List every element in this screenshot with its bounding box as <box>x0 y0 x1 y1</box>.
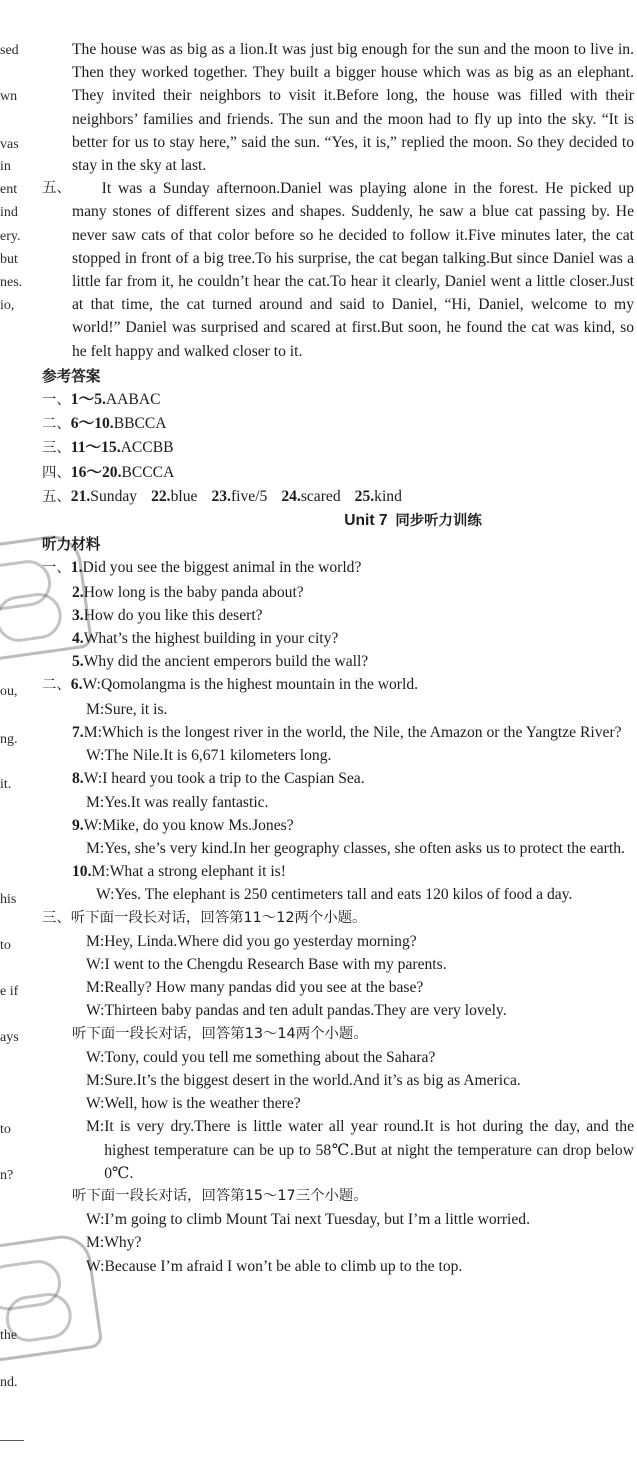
margin-fragment: ind <box>0 205 18 220</box>
dialog-row <box>42 1046 634 1069</box>
dialog-row <box>42 1092 634 1115</box>
part-prefix: 二、 <box>42 677 71 694</box>
margin-fragment: ery. <box>0 229 21 244</box>
dialog-row <box>42 860 634 883</box>
speaker-label: M: <box>86 793 105 811</box>
margin-fragment: to <box>0 1122 11 1137</box>
dialog-text: Really? How many pandas did you see at the base? <box>104 979 424 997</box>
margin-fragment: sed <box>0 43 19 58</box>
dialog-row <box>42 837 634 860</box>
question-text: Why did the ancient emperors build the wall? <box>83 653 369 671</box>
speaker-label: M: <box>86 1234 105 1252</box>
dialog-text: Yes. The elephant is 250 centimeters tall and eats 120 kilos of food a day. <box>114 886 573 904</box>
dialog-row <box>42 673 634 697</box>
dialog-row <box>42 930 634 953</box>
question-row <box>42 556 634 580</box>
dialog-row <box>42 883 634 906</box>
question-row <box>42 650 634 673</box>
question-number: 8. <box>72 770 84 788</box>
dialog-row <box>42 814 634 837</box>
speaker-label: W: <box>83 816 103 834</box>
speaker-label: W: <box>96 886 115 904</box>
dialog-row <box>42 976 634 999</box>
speaker-label: M: <box>83 723 102 741</box>
dialog-intro <box>42 1023 634 1046</box>
answer-line <box>42 461 634 485</box>
margin-fragment: the <box>0 1328 18 1343</box>
margin-fragment: ng. <box>0 732 18 747</box>
speaker-label: M: <box>86 839 105 857</box>
dialog-text: What a strong elephant it is! <box>109 863 286 881</box>
speaker-label: M: <box>86 979 105 997</box>
dialog-instruction: 听下面一段长对话，回答第11～12两个小题。 <box>70 909 367 926</box>
dialog-intro <box>42 1185 634 1208</box>
answer-line <box>42 412 634 436</box>
dialog-text: The Nile.It is 6,671 kilometers long. <box>104 747 332 765</box>
margin-fragment: ays <box>0 1030 19 1045</box>
margin-fragment: his <box>0 892 17 907</box>
question-row <box>42 604 634 627</box>
dialog-text: I heard you took a trip to the Caspian Sea. <box>102 770 365 788</box>
dialog-text: Well, how is the weather there? <box>104 1095 301 1113</box>
answer-value: five/5 <box>230 487 268 505</box>
margin-fragment: it. <box>0 777 12 792</box>
question-row <box>42 581 634 604</box>
speaker-label: W: <box>86 1048 105 1066</box>
dialog-row <box>42 1069 634 1092</box>
question-number: 9. <box>72 816 84 834</box>
dialog-row <box>42 698 634 721</box>
part-prefix: 一、 <box>42 560 71 577</box>
dialog-text: I went to the Chengdu Research Base with my parents. <box>104 955 447 973</box>
main-column <box>42 38 634 1278</box>
unit-subtitle: 同步听力训练 <box>395 513 482 530</box>
dialog-row <box>42 1208 634 1231</box>
question-row <box>42 627 634 650</box>
dialog-text: Qomolangma is the highest mountain in the world. <box>100 676 419 694</box>
dialog-text: Thirteen baby pandas and ten adult pandas.They are very lovely. <box>104 1002 507 1020</box>
answer-line-section-5 <box>42 485 634 509</box>
margin-fragment: nd. <box>0 1375 18 1390</box>
speaker-label: W: <box>86 1095 105 1113</box>
bottom-rule <box>0 1440 24 1441</box>
answer-range: 6～10. <box>70 415 114 433</box>
speaker-label: W: <box>83 770 103 788</box>
answer-value: scared <box>300 487 341 505</box>
listening-heading: 听力材料 <box>42 536 101 554</box>
question-number: 5. <box>72 653 84 671</box>
answer-num: 21. <box>70 487 91 505</box>
dialog-row <box>42 721 634 744</box>
dialog-row <box>42 953 634 976</box>
dialog-text: Why? <box>104 1234 142 1252</box>
dialog-row <box>42 744 634 767</box>
question-number: 7. <box>72 723 84 741</box>
section-number: 五、 <box>42 180 71 197</box>
answer-num: 24. <box>281 487 301 505</box>
margin-fragment: in <box>0 159 11 174</box>
section-5-passage <box>42 177 634 363</box>
dialog-text: Because I’m afraid I won’t be able to climb up to the top. <box>104 1257 463 1275</box>
answer-prefix: 一、 <box>42 392 71 409</box>
question-number: 4. <box>72 630 84 648</box>
answer-range: 1～5. <box>70 391 106 409</box>
answer-value: AABAC <box>105 391 161 409</box>
dialog-instruction: 听下面一段长对话，回答第13～14两个小题。 <box>72 1025 368 1042</box>
speaker-label: W: <box>86 747 105 765</box>
answer-value: BBCCA <box>113 415 167 433</box>
margin-fragment: io, <box>0 298 15 313</box>
answer-range: 11～15. <box>70 439 121 457</box>
question-number: 2. <box>72 583 84 601</box>
dialog-text: Sure.It’s the biggest desert in the world.And it’s as big as America. <box>104 1071 521 1089</box>
speaker-label: W: <box>82 676 101 694</box>
dialog-text: Sure, it is. <box>104 700 168 718</box>
dialog-row <box>42 1255 634 1278</box>
margin-fragment: nes. <box>0 275 23 290</box>
speaker-label: W: <box>86 1002 105 1020</box>
speaker-label: W: <box>86 1211 105 1229</box>
margin-fragment: to <box>0 938 11 953</box>
question-number: 6. <box>70 676 83 694</box>
dialog-text: Mike, do you know Ms.Jones? <box>102 816 294 834</box>
speaker-label: M: <box>86 1118 105 1136</box>
margin-fragment: wn <box>0 89 18 104</box>
answer-line <box>42 388 634 412</box>
dialog-row <box>42 1231 634 1254</box>
speaker-label: W: <box>86 955 105 973</box>
dialog-instruction: 听下面一段长对话，回答第15～17三个小题。 <box>72 1187 368 1204</box>
question-text: What’s the highest building in your city? <box>83 630 339 648</box>
section-5-text: It was a Sunday afternoon.Daniel was playing alone in the forest. He picked up many stones of different sizes and shapes. Suddenly, he saw a blue cat passing by. He never saw cats of that color before so he decided to follow it.Five minutes later, the cat stopped in front of a big tree.To his surprise, the cat began talking.But since Daniel was a little far from it, he couldn’t hear the cat.To hear it clearly, Daniel went a little closer.Just at that time, the cat turned around and said to Daniel, “Hi, Daniel, welcome to my world!” Daniel was surprised and scared at first.But soon, he found the cat was kind, so he felt happy and walked closer to it. <box>72 180 634 360</box>
speaker-label: M: <box>91 863 110 881</box>
speaker-label: M: <box>86 932 105 950</box>
answer-prefix: 四、 <box>42 464 71 481</box>
dialog-text: Tony, could you tell me something about the Sahara? <box>104 1048 436 1066</box>
dialog-text: I’m going to climb Mount Tai next Tuesday, but I’m a little worried. <box>104 1211 531 1229</box>
speaker-label: M: <box>86 1071 105 1089</box>
dialog-text: Which is the longest river in the world, the Nile, the Amazon or the Yangtze River? <box>101 723 622 741</box>
dialog-text: Hey, Linda.Where did you go yesterday morning? <box>104 932 417 950</box>
answers-heading: 参考答案 <box>42 367 101 385</box>
question-number: 1. <box>70 559 83 577</box>
answer-line <box>42 436 634 460</box>
question-number: 10. <box>72 863 92 881</box>
answer-num: 23. <box>211 487 231 505</box>
margin-fragment: but <box>0 252 18 267</box>
answer-num: 25. <box>354 487 375 505</box>
speaker-label: W: <box>86 1257 105 1275</box>
story-ending-paragraph: The house was as big as a lion.It was just big enough for the sun and the moon to live in. Then they worked together. They built a bigger house which was as big as an elephant. They invited their neighbors to visit it.Before long, the house was filled with their neighbors’ families and friends. The sun and the moon had to fly up into the sky. “It is better for us to stay here,” said the sun. “Yes, it is,” replied the moon. So they decided to stay in the sky at last. <box>72 41 634 175</box>
margin-fragment: vas <box>0 137 19 152</box>
unit-title <box>42 509 634 533</box>
answer-prefix: 五、 <box>42 488 71 505</box>
margin-fragment: n? <box>0 1168 14 1183</box>
answer-prefix: 二、 <box>42 416 71 433</box>
question-text: Did you see the biggest animal in the world? <box>82 559 362 577</box>
dialog-text: Yes.It was really fantastic. <box>104 793 269 811</box>
dialog-text: It is very dry.There is little water all year round.It is hot during the day, and the highest temperature can be up to 58℃.But at night the temperature can drop below 0℃. <box>104 1118 634 1182</box>
dialog-row <box>42 767 634 790</box>
margin-fragment: ou, <box>0 684 18 699</box>
dialog-row <box>42 999 634 1022</box>
answer-prefix: 三、 <box>42 440 71 457</box>
question-number: 3. <box>72 606 84 624</box>
unit-number: Unit 7 <box>344 512 388 530</box>
answer-range: 16～20. <box>70 463 122 481</box>
question-text: How long is the baby panda about? <box>83 583 304 601</box>
question-text: How do you like this desert? <box>83 606 263 624</box>
dialog-row <box>42 791 634 814</box>
dialog-row <box>42 1115 634 1185</box>
part-prefix: 三、 <box>42 909 71 926</box>
answer-value: blue <box>170 487 198 505</box>
answer-num: 22. <box>151 487 171 505</box>
margin-fragment: e if <box>0 984 19 999</box>
margin-fragment: ent <box>0 182 18 197</box>
answer-value: BCCCA <box>121 463 175 481</box>
answer-value: Sunday <box>90 487 138 505</box>
speaker-label: M: <box>86 700 105 718</box>
dialog-intro <box>42 907 634 930</box>
answer-value: kind <box>374 487 402 505</box>
dialog-text: Yes, she’s very kind.In her geography classes, she often asks us to protect the earth. <box>104 839 625 857</box>
answer-value: ACCBB <box>120 439 174 457</box>
